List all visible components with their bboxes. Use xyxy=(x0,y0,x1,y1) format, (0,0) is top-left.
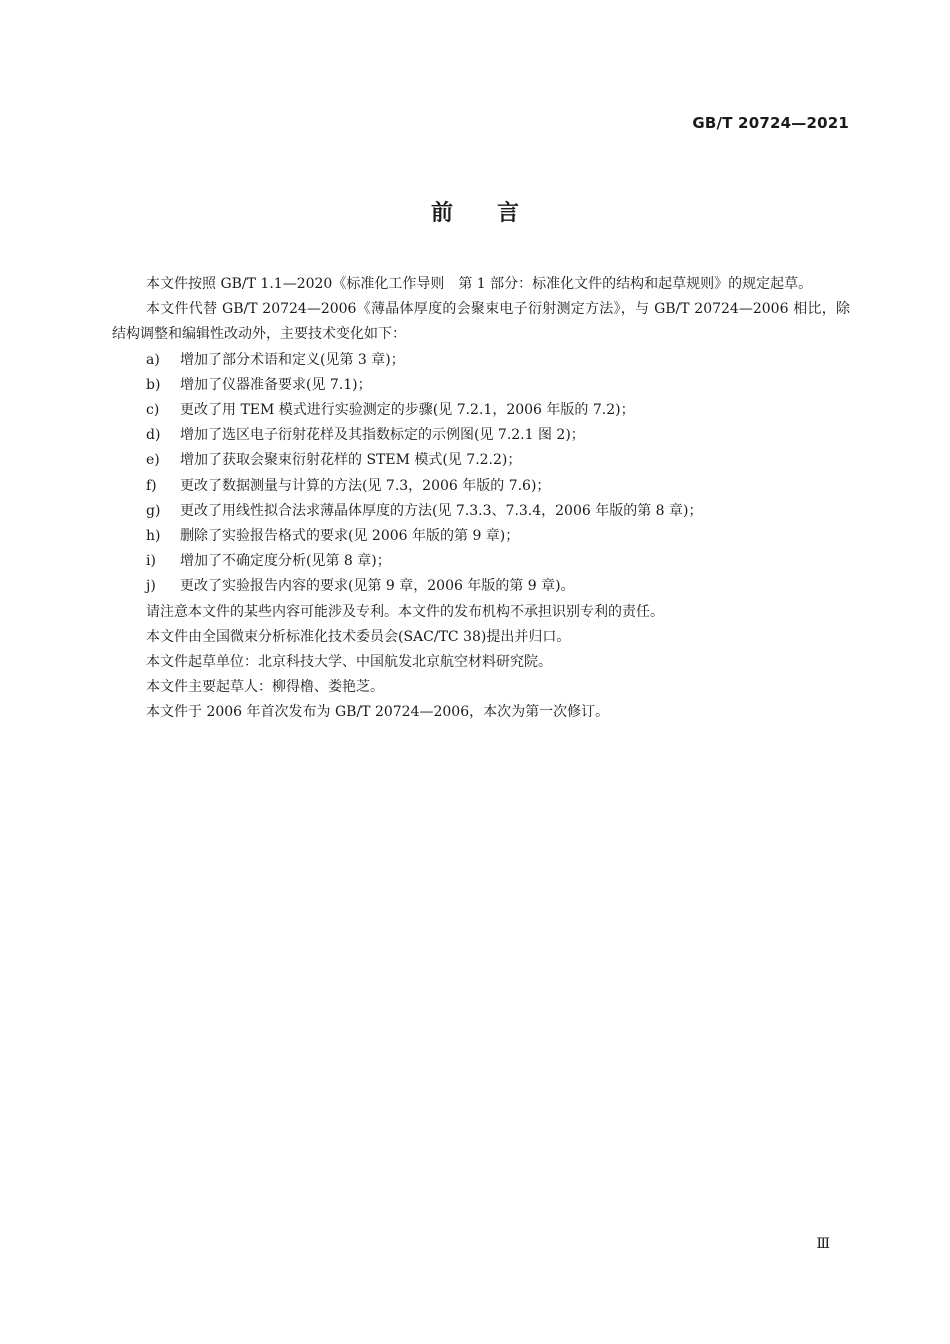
list-item-text: 增加了部分术语和定义(见第 3 章)； xyxy=(180,351,405,368)
list-item xyxy=(112,549,850,574)
list-item-mark: i) xyxy=(146,553,156,570)
paragraph-replacement: 本文件代替 GB/T 20724—2006《薄晶体厚度的会聚束电子衍射测定方法》，与 GB/T 20724—2006 相比，除结构调整和编辑性改动外，主要技术变化如下： xyxy=(112,301,850,343)
paragraph-history: 本文件于 2006 年首次发布为 GB/T 20724—2006，本次为第一次修订。 xyxy=(146,704,610,721)
list-item-text: 增加了选区电子衍射花样及其指数标定的示例图(见 7.2.1 图 2)； xyxy=(180,427,585,444)
list-item xyxy=(112,448,850,473)
paragraph-drafting-units: 本文件起草单位：北京科技大学、中国航发北京航空材料研究院。 xyxy=(146,654,552,671)
list-item-mark: c) xyxy=(146,402,160,419)
list-item xyxy=(112,348,850,373)
list-item xyxy=(112,423,850,448)
title-char-1: 前 xyxy=(430,201,453,226)
list-item xyxy=(112,373,850,398)
paragraph-drafters: 本文件主要起草人：柳得橹、娄艳芝。 xyxy=(146,679,384,696)
list-item xyxy=(112,474,850,499)
list-item xyxy=(112,524,850,549)
page-title xyxy=(0,196,950,227)
list-item-mark: j) xyxy=(146,578,156,595)
list-item-text: 更改了用 TEM 模式进行实验测定的步骤(见 7.2.1，2006 年版的 7.2)； xyxy=(180,402,635,419)
list-item xyxy=(112,499,850,524)
list-item xyxy=(112,398,850,423)
list-item-mark: d) xyxy=(146,427,161,444)
standard-number: GB/T 20724—2021 xyxy=(692,114,849,132)
paragraph-drafting-basis: 本文件按照 GB/T 1.1—2020《标准化工作导则 第 1 部分：标准化文件的结构和起草规则》的规定起草。 xyxy=(146,276,813,292)
title-char-2: 言 xyxy=(497,201,520,226)
list-item-mark: a) xyxy=(146,351,160,368)
list-item-text: 更改了用线性拟合法求薄晶体厚度的方法(见 7.3.3、7.3.4，2006 年版的第 8 章)； xyxy=(180,502,703,519)
list-item-text: 增加了获取会聚束衍射花样的 STEM 模式(见 7.2.2)； xyxy=(180,452,522,469)
list-item-mark: e) xyxy=(146,452,160,469)
paragraph-patent-notice: 请注意本文件的某些内容可能涉及专利。本文件的发布机构不承担识别专利的责任。 xyxy=(146,603,664,620)
change-list xyxy=(112,348,850,600)
list-item-mark: b) xyxy=(146,376,161,393)
list-item-mark: g) xyxy=(146,502,161,519)
list-item-mark: f) xyxy=(146,477,157,494)
list-item-mark: h) xyxy=(146,528,161,545)
list-item-text: 增加了仪器准备要求(见 7.1)； xyxy=(180,376,372,393)
list-item xyxy=(112,574,850,599)
list-item-text: 增加了不确定度分析(见第 8 章)； xyxy=(180,553,391,570)
document-body xyxy=(112,272,850,726)
paragraph-proposer: 本文件由全国微束分析标准化技术委员会(SAC/TC 38)提出并归口。 xyxy=(146,628,571,645)
list-item-text: 更改了实验报告内容的要求(见第 9 章，2006 年版的第 9 章)。 xyxy=(180,578,575,595)
page-number: Ⅲ xyxy=(816,1236,830,1252)
list-item-text: 删除了实验报告格式的要求(见 2006 年版的第 9 章)； xyxy=(180,528,520,545)
list-item-text: 更改了数据测量与计算的方法(见 7.3，2006 年版的 7.6)； xyxy=(180,477,551,494)
